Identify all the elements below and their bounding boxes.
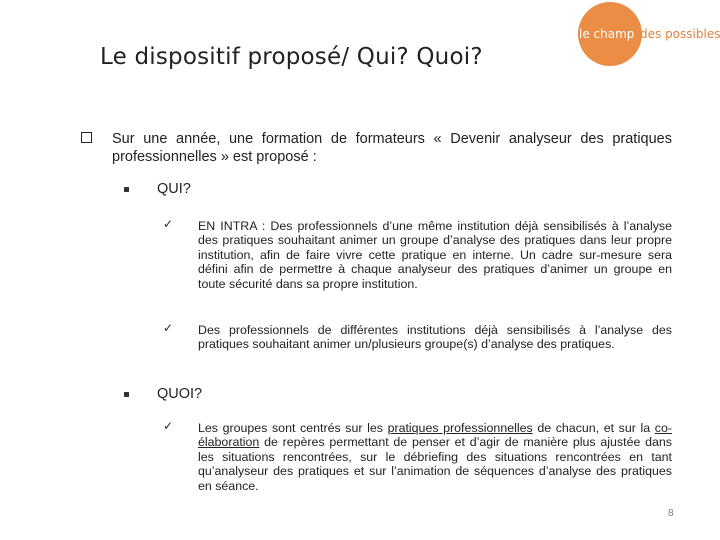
- section-heading-qui: QUI?: [157, 181, 191, 197]
- square-bullet-icon: [124, 392, 129, 397]
- page-title: Le dispositif proposé/ Qui? Quoi?: [100, 44, 483, 70]
- intro-paragraph: Sur une année, une formation de formateurs « Devenir analyseur des pratiques professionnelles » est proposé :: [112, 131, 672, 165]
- checkmark-icon: ✓: [163, 419, 174, 433]
- logo: [574, 2, 718, 68]
- section-heading-quoi: QUOI?: [157, 386, 203, 402]
- quoi-underline-coelaboration: co-élaboration: [198, 421, 672, 450]
- logo-text-part1: le champ: [579, 27, 635, 41]
- quoi-text-before: Les groupes sont centrés sur les: [198, 421, 388, 435]
- list-item-inter: Des professionnels de différentes institutions déjà sensibilisés à l’analyse des pratiques souhaitant animer un/plusieurs groupe(s) d’analyse des pratiques.: [198, 323, 672, 352]
- quoi-text-middle: de chacun, et sur la: [532, 421, 655, 435]
- square-bullet-icon: [124, 187, 129, 192]
- quoi-text-after: de repères permettant de penser et d’agir de manière plus ajustée dans les situations rencontrées, sur le débriefing des situations rencontrées en tant qu’analyseur des pratiques et sur l’animation de séquences d’analyse des pratiques en séance.: [198, 435, 672, 493]
- quoi-underline-pratiques: pratiques professionnelles: [387, 421, 533, 435]
- checkmark-icon: ✓: [163, 217, 174, 231]
- checkmark-icon: ✓: [163, 321, 174, 335]
- checkbox-bullet-icon: [81, 132, 92, 143]
- logo-text-part2: des possibles: [640, 27, 720, 41]
- list-item-intra: EN INTRA : Des professionnels d’une même institution déjà sensibilisés à l’analyse des pratiques souhaitant animer un groupe d’analyse des pratiques dans leur propre institution, afin de faire vivre cette pratique en interne. Un cadre sur-mesure sera défini afin de permettre à chaque analyseur des pratiques d’animer un groupe en toute sécurité dans sa propre institution.: [198, 219, 672, 291]
- list-item-quoi: [198, 421, 672, 493]
- page-number: 8: [668, 508, 674, 519]
